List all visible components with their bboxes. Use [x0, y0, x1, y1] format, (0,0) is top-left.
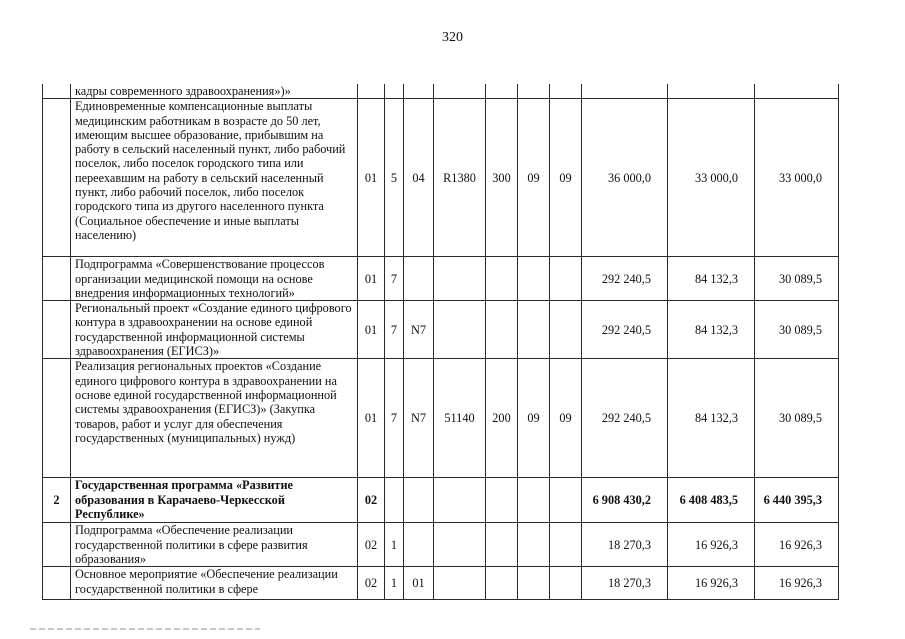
- code-event: N7: [404, 359, 434, 478]
- amount-year-1: 292 240,5: [582, 257, 668, 301]
- row-name: Подпрограмма «Совершенствование процессов организации медицинской помощи на основе внедрения информационных технологий»: [71, 257, 358, 301]
- row-name: Единовременные компенсационные выплаты медицинским работникам в возрасте до 50 лет, имеющим высшее образование, прибывшим на работу в сельский населенный пункт, либо рабочий поселок, либо поселок городского типа или переехавшим на работу в сельский населенный пункт, либо рабочий поселок, либо поселок городского типа из другого населенного пункта (Социальное обеспечение и иные выплаты населению): [71, 99, 358, 257]
- code-subsection: [550, 301, 582, 359]
- table-row: [43, 257, 839, 301]
- code-program: 01: [358, 257, 385, 301]
- row-index: [43, 567, 71, 600]
- code-expense-type: [486, 523, 518, 567]
- row-index: 2: [43, 478, 71, 523]
- amount-year-3: 30 089,5: [755, 257, 839, 301]
- code-subsection: 09: [550, 99, 582, 257]
- code-direction: [434, 301, 486, 359]
- scan-artifact: [30, 628, 260, 630]
- code-program: 01: [358, 99, 385, 257]
- code-section: 09: [518, 99, 550, 257]
- amount-year-3: 30 089,5: [755, 359, 839, 478]
- amount-year-3: 30 089,5: [755, 301, 839, 359]
- code-subsection: [550, 84, 582, 99]
- code-event: [404, 257, 434, 301]
- amount-year-1: 292 240,5: [582, 301, 668, 359]
- code-direction: 51140: [434, 359, 486, 478]
- code-subprogram: 5: [385, 99, 404, 257]
- code-event: [404, 84, 434, 99]
- code-subsection: [550, 257, 582, 301]
- code-direction: [434, 478, 486, 523]
- amount-year-2: 33 000,0: [668, 99, 755, 257]
- row-name: Государственная программа «Развитие образования в Карачаево-Черкесской Республике»: [71, 478, 358, 523]
- code-event: 01: [404, 567, 434, 600]
- table-row: [43, 478, 839, 523]
- code-subprogram: 1: [385, 567, 404, 600]
- row-name: Реализация региональных проектов «Создание единого цифрового контура в здравоохранении на основе единой государственной информационной системы здравоохранения (ЕГИСЗ)» (Закупка товаров, работ и услуг для обеспечения государственных (муниципальных) нужд): [71, 359, 358, 478]
- code-subprogram: [385, 84, 404, 99]
- code-direction: [434, 84, 486, 99]
- code-expense-type: [486, 84, 518, 99]
- code-event: [404, 478, 434, 523]
- code-direction: [434, 567, 486, 600]
- amount-year-2: 84 132,3: [668, 359, 755, 478]
- amount-year-2: 84 132,3: [668, 257, 755, 301]
- amount-year-2: [668, 84, 755, 99]
- code-subprogram: [385, 478, 404, 523]
- row-index: [43, 359, 71, 478]
- amount-year-1: [582, 84, 668, 99]
- amount-year-2: 16 926,3: [668, 567, 755, 600]
- row-index: [43, 257, 71, 301]
- code-expense-type: [486, 567, 518, 600]
- code-section: [518, 478, 550, 523]
- code-expense-type: [486, 301, 518, 359]
- row-name: Подпрограмма «Обеспечение реализации государственной политики в сфере развития образования»: [71, 523, 358, 567]
- code-program: 01: [358, 301, 385, 359]
- code-expense-type: 200: [486, 359, 518, 478]
- code-program: 01: [358, 359, 385, 478]
- table-row: [43, 301, 839, 359]
- amount-year-2: 16 926,3: [668, 523, 755, 567]
- code-section: 09: [518, 359, 550, 478]
- amount-year-1: 6 908 430,2: [582, 478, 668, 523]
- code-expense-type: [486, 257, 518, 301]
- code-direction: [434, 257, 486, 301]
- code-direction: [434, 523, 486, 567]
- amount-year-2: 84 132,3: [668, 301, 755, 359]
- row-index: [43, 84, 71, 99]
- amount-year-1: 292 240,5: [582, 359, 668, 478]
- amount-year-2: 6 408 483,5: [668, 478, 755, 523]
- amount-year-3: [755, 84, 839, 99]
- code-program: [358, 84, 385, 99]
- code-subprogram: 7: [385, 301, 404, 359]
- page-number: 320: [442, 30, 463, 45]
- code-section: [518, 84, 550, 99]
- code-subprogram: 7: [385, 359, 404, 478]
- row-name: Региональный проект «Создание единого цифрового контура в здравоохранении на основе единой государственной информационной системы здравоохранения (ЕГИСЗ)»: [71, 301, 358, 359]
- row-name: кадры современного здравоохранения»)»: [71, 84, 358, 99]
- table-row: [43, 359, 839, 478]
- table-body: [43, 84, 839, 600]
- code-event: [404, 523, 434, 567]
- code-expense-type: 300: [486, 99, 518, 257]
- amount-year-1: 18 270,3: [582, 567, 668, 600]
- code-program: 02: [358, 567, 385, 600]
- table-row: [43, 99, 839, 257]
- code-section: [518, 257, 550, 301]
- code-section: [518, 523, 550, 567]
- code-program: 02: [358, 478, 385, 523]
- row-index: [43, 301, 71, 359]
- amount-year-3: 16 926,3: [755, 567, 839, 600]
- row-index: [43, 523, 71, 567]
- code-section: [518, 301, 550, 359]
- amount-year-3: 16 926,3: [755, 523, 839, 567]
- code-program: 02: [358, 523, 385, 567]
- code-subsection: [550, 478, 582, 523]
- amount-year-3: 33 000,0: [755, 99, 839, 257]
- code-subsection: [550, 523, 582, 567]
- table-row: [43, 567, 839, 600]
- code-section: [518, 567, 550, 600]
- code-subsection: 09: [550, 359, 582, 478]
- amount-year-3: 6 440 395,3: [755, 478, 839, 523]
- row-index: [43, 99, 71, 257]
- row-name: Основное мероприятие «Обеспечение реализации государственной политики в сфере: [71, 567, 358, 600]
- budget-table: [42, 84, 839, 600]
- code-subprogram: 7: [385, 257, 404, 301]
- code-expense-type: [486, 478, 518, 523]
- code-subprogram: 1: [385, 523, 404, 567]
- code-event: N7: [404, 301, 434, 359]
- amount-year-1: 18 270,3: [582, 523, 668, 567]
- table-row: [43, 523, 839, 567]
- amount-year-1: 36 000,0: [582, 99, 668, 257]
- table-row: [43, 84, 839, 99]
- code-subsection: [550, 567, 582, 600]
- code-direction: R1380: [434, 99, 486, 257]
- code-event: 04: [404, 99, 434, 257]
